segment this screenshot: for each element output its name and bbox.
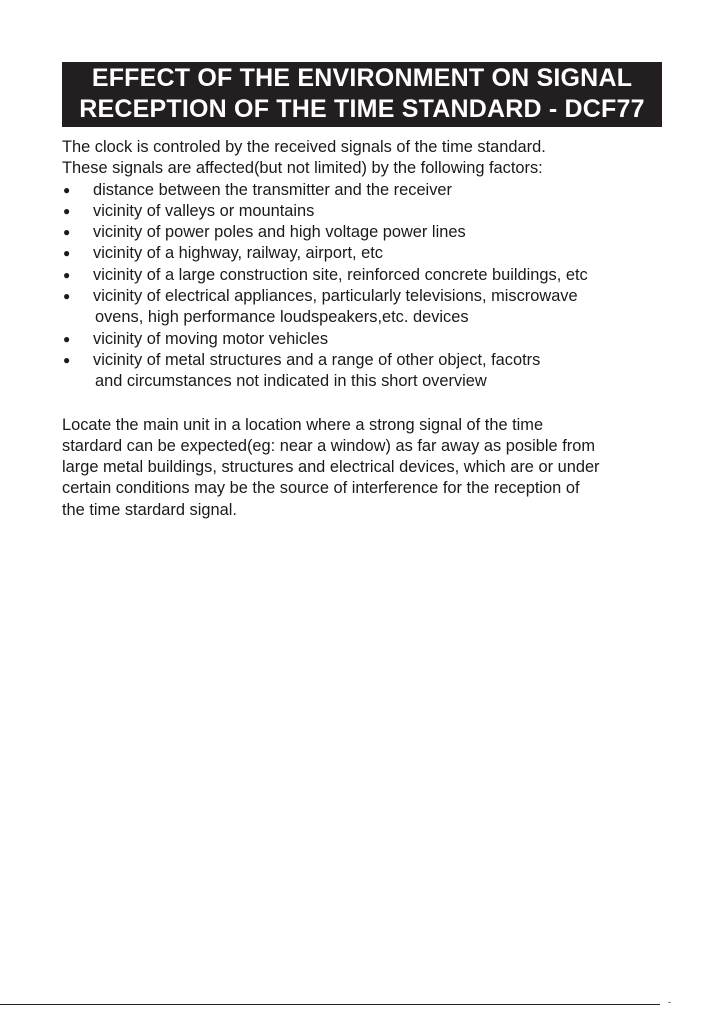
intro-line-1: The clock is controled by the received signals of the time standard. xyxy=(62,138,546,156)
locate-line-2: stardard can be expected(eg: near a window) as far away as posible from xyxy=(62,436,595,455)
bullet-icon: ● xyxy=(63,267,71,282)
list-item-text: vicinity of valleys or mountains xyxy=(93,201,315,220)
bullet-icon: ● xyxy=(63,289,71,304)
list-item xyxy=(62,265,672,286)
list-item xyxy=(62,350,672,393)
title-line-1: EFFECT OF THE ENVIRONMENT ON SIGNAL xyxy=(91,64,633,92)
factors-list xyxy=(62,180,672,393)
footer-divider xyxy=(0,1004,660,1005)
footer-mark: - xyxy=(668,997,671,1007)
locate-line-3: large metal buildings, structures and electrical devices, which are or under xyxy=(62,458,600,477)
document-body xyxy=(62,137,672,521)
intro-line-2: These signals are affected(but not limited) by the following factors: xyxy=(62,159,543,178)
list-item-text: vicinity of moving motor vehicles xyxy=(93,329,329,348)
list-item xyxy=(62,329,672,350)
list-item xyxy=(62,201,672,222)
locate-line-1: Locate the main unit in a location where a strong signal of the time xyxy=(62,415,544,434)
list-item xyxy=(62,243,672,264)
list-item-text: vicinity of electrical appliances, particularly televisions, miscrowave xyxy=(93,287,578,306)
list-item-text: distance between the transmitter and the receiver xyxy=(93,180,452,199)
bullet-icon: ● xyxy=(63,331,71,346)
list-item xyxy=(62,222,672,243)
list-item-text: vicinity of power poles and high voltage power lines xyxy=(93,223,466,242)
bullet-icon: ● xyxy=(63,225,71,240)
list-item-text: vicinity of metal structures and a range of other object, facotrs xyxy=(93,350,541,369)
bullet-icon: ● xyxy=(63,203,71,218)
bullet-icon: ● xyxy=(63,352,71,367)
locate-paragraph xyxy=(62,415,672,521)
bullet-icon: ● xyxy=(63,182,71,197)
list-item-text-continued: ovens, high performance loudspeakers,etc. devices xyxy=(95,308,469,327)
bullet-icon: ● xyxy=(63,246,71,261)
list-item-text: vicinity of a large construction site, reinforced concrete buildings, etc xyxy=(93,265,588,284)
page-title xyxy=(62,62,662,127)
locate-line-4: certain conditions may be the source of interference for the reception of xyxy=(62,479,580,498)
list-item-text-continued: and circumstances not indicated in this short overview xyxy=(95,372,487,391)
list-item-text: vicinity of a highway, railway, airport, etc xyxy=(93,244,383,263)
title-line-2: RECEPTION OF THE TIME STANDARD - DCF77 xyxy=(79,95,645,123)
paragraph-gap xyxy=(62,393,672,415)
intro-paragraph xyxy=(62,137,672,180)
list-item xyxy=(62,286,672,329)
list-item xyxy=(62,180,672,201)
locate-line-5: the time stardard signal. xyxy=(62,500,237,519)
